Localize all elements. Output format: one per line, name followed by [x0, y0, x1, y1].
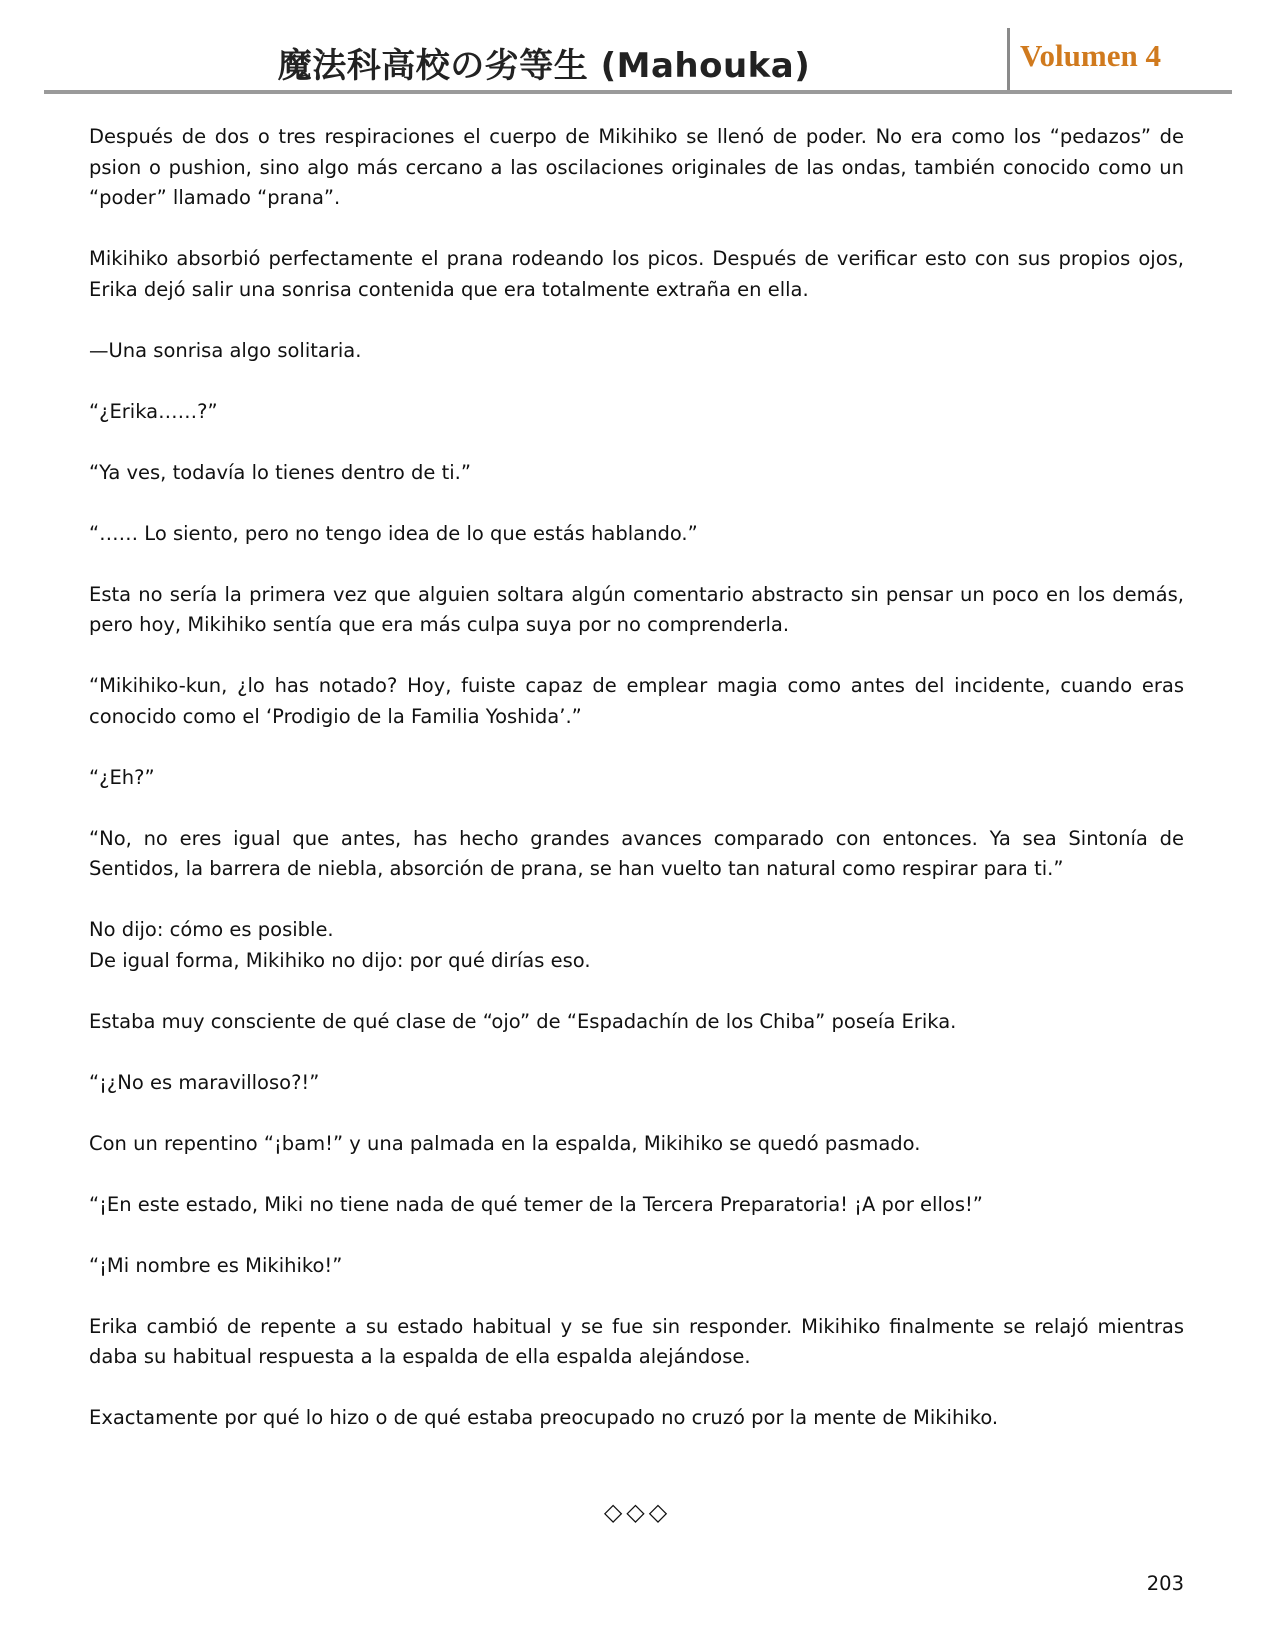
paragraph: Erika cambió de repente a su estado habitual y se fue sin responder. Mikihiko finalmente se relajó mientras daba su habitual respuesta a la espalda de ella espalda alejándose.: [89, 1314, 1184, 1368]
paragraph: “¡En este estado, Miki no tiene nada de qué temer de la Tercera Preparatoria! ¡A por ellos!”: [89, 1192, 983, 1216]
paragraph: “¡¿No es maravilloso?!”: [89, 1070, 320, 1094]
paragraph: Estaba muy consciente de qué clase de “ojo” de “Espadachín de los Chiba” poseía Erika.: [89, 1009, 957, 1033]
book-title: 魔法科高校の劣等生 (Mahouka): [277, 46, 811, 86]
paragraph: Exactamente por qué lo hizo o de qué estaba preocupado no cruzó por la mente de Mikihiko.: [89, 1406, 999, 1429]
paragraph: “No, no eres igual que antes, has hecho grandes avances comparado con entonces. Ya sea Sintonía de Sentidos, la barrera de niebla, absorción de prana, se han vuelto tan natural como respirar para ti.”: [89, 826, 1184, 880]
volume-label: Volumen 4: [1020, 38, 1161, 73]
paragraph: “¡Mi nombre es Mikihiko!”: [89, 1253, 343, 1277]
paragraph: “¿Erika……?”: [89, 399, 218, 423]
paragraph: “…… Lo siento, pero no tengo idea de lo que estás hablando.”: [89, 521, 698, 545]
page-number: 203: [1146, 1572, 1184, 1595]
paragraph: No dijo: cómo es posible.: [89, 918, 334, 941]
page-body: [89, 122, 1184, 1464]
paragraph: Con un repentino “¡bam!” y una palmada en la espalda, Mikihiko se quedó pasmado.: [89, 1131, 921, 1155]
header-rule: [44, 90, 1232, 94]
scene-break-diamonds: ◇◇◇: [603, 1498, 672, 1526]
paragraph: “Mikihiko-kun, ¿lo has notado? Hoy, fuiste capaz de emplear magia como antes del incidente, cuando eras conocido como el ‘Prodigio de la Familia Yoshida’.”: [89, 674, 1184, 728]
paragraph: De igual forma, Mikihiko no dijo: por qué dirías eso.: [89, 948, 591, 972]
paragraph: Esta no sería la primera vez que alguien soltara algún comentario abstracto sin pensar un poco en los demás, pero hoy, Mikihiko sentía que era más culpa suya por no comprenderla.: [89, 582, 1184, 636]
page-header: [44, 28, 1232, 92]
paragraph: —Una sonrisa algo solitaria.: [89, 338, 362, 362]
paragraph: “Ya ves, todavía lo tienes dentro de ti.”: [89, 460, 471, 484]
paragraph: Después de dos o tres respiraciones el cuerpo de Mikihiko se llenó de poder. No era como los “pedazos” de psion o pushion, sino algo más cercano a las oscilaciones originales de las ondas, también conocido como un “poder” llamado “prana”.: [89, 125, 1184, 209]
paragraph: Mikihiko absorbió perfectamente el prana rodeando los picos. Después de verificar esto con sus propios ojos, Erika dejó salir una sonrisa contenida que era totalmente extraña en ella.: [89, 247, 1184, 301]
paragraph: “¿Eh?”: [89, 765, 155, 789]
header-divider: [1007, 28, 1010, 92]
